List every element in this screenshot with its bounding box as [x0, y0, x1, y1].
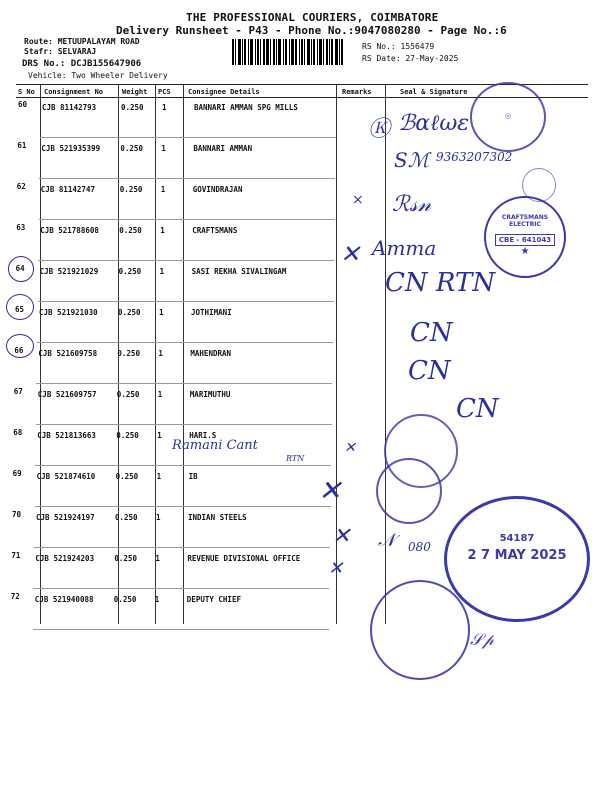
- signature: Sℳ: [394, 148, 430, 172]
- remarks-cross: ✕: [340, 240, 361, 268]
- row-divider: [33, 629, 329, 630]
- row-sno: 69: [12, 469, 22, 478]
- table-row: [0, 302, 600, 343]
- col-pcs: PCS: [158, 88, 171, 96]
- row-consignment: CJB 521921029: [39, 267, 99, 276]
- row-weight: 0.250: [119, 185, 143, 194]
- row-pcs: 1: [161, 144, 166, 153]
- rs-date: RS Date: 27-May-2025: [362, 54, 459, 63]
- row-sno: 63: [16, 223, 26, 232]
- remarks-cross: ✕: [332, 524, 351, 549]
- row-weight: 0.250: [120, 144, 143, 153]
- signature: ℬαℓωε: [398, 111, 470, 136]
- handwritten-circle: [6, 294, 34, 320]
- row-consignee: BANNARI AMMAN SPG MILLS: [194, 103, 298, 112]
- row-consignee: HARI.S: [189, 431, 217, 440]
- seal-stamp: [522, 168, 556, 202]
- row-weight: 0.250: [118, 308, 141, 317]
- row-sno: 60: [18, 100, 28, 109]
- star-icon: ★: [520, 246, 530, 257]
- row-consignee: REVENUE DIVISIONAL OFFICE: [187, 554, 301, 563]
- row-weight: 0.250: [113, 595, 137, 604]
- row-weight: 0.250: [115, 513, 138, 522]
- table-row: [0, 343, 600, 384]
- handwritten-cn: CN: [456, 394, 499, 424]
- row-consignee: GOVINDRAJAN: [192, 185, 243, 194]
- handwritten-phone: 9363207302: [436, 150, 513, 164]
- row-weight: 0.250: [114, 554, 137, 563]
- remarks-cross: ×: [352, 192, 364, 208]
- table-row: [0, 384, 600, 425]
- row-consignee: MAHENDRAN: [190, 349, 232, 358]
- craftsmans-code: CBE - 641043: [495, 234, 555, 246]
- handwritten-ramani: Ramani Cant: [172, 438, 258, 453]
- handwritten-number: 080: [408, 540, 431, 554]
- row-weight: 0.250: [116, 431, 139, 440]
- seal-stamp: ◎: [470, 82, 546, 152]
- row-sno: 67: [13, 387, 23, 396]
- craftsmans-name: CRAFTSMANS ELECTRIC: [501, 214, 549, 228]
- row-pcs: 1: [159, 308, 164, 317]
- col-seal: Seal & Signature: [400, 88, 468, 96]
- row-pcs: 1: [156, 513, 161, 522]
- col-weight: Weight: [122, 88, 148, 96]
- row-sno: 62: [16, 182, 26, 191]
- row-sno: 70: [12, 510, 22, 519]
- row-pcs: 1: [160, 226, 165, 235]
- row-consignment: CJB 521874610: [36, 472, 96, 481]
- row-consignment: CJB 521924203: [35, 554, 95, 563]
- row-sno: 72: [10, 592, 20, 601]
- row-consignee: BANNARI AMMAN: [193, 144, 253, 153]
- row-consignee: DEPUTY CHIEF: [186, 595, 241, 604]
- date-stamp-date: 2 7 MAY 2025: [467, 548, 567, 563]
- row-consignment: CJB 521813663: [37, 431, 96, 440]
- seal-stamp: [370, 580, 470, 680]
- row-sno: 68: [13, 428, 23, 437]
- row-consignment: CJB 521609758: [38, 349, 98, 358]
- row-sno: 66: [14, 346, 24, 355]
- signature: ℛ𝓈𝓃: [392, 192, 432, 217]
- handwritten-rtn: RTN: [286, 454, 305, 463]
- row-weight: 0.250: [117, 349, 140, 358]
- barcode: [232, 39, 360, 65]
- row-weight: 0.250: [116, 390, 140, 399]
- row-pcs: 1: [154, 595, 160, 604]
- handwritten-cn: CN: [408, 356, 451, 386]
- row-consignment: CJB 81142747: [40, 185, 95, 194]
- row-consignment: CJB 521609757: [37, 390, 97, 399]
- row-consignment: CJB 521924197: [36, 513, 95, 522]
- vehicle-label: Vehicle: Two Wheeler Delivery: [28, 71, 168, 80]
- row-consignee: CRAFTSMANS: [192, 226, 238, 235]
- row-pcs: 1: [156, 472, 162, 481]
- signature: 𝒩: [378, 530, 396, 551]
- row-consignment: CJB 521935399: [41, 144, 101, 153]
- col-consignment: Consignment No: [44, 88, 104, 96]
- row-weight: 0.250: [115, 472, 139, 481]
- handwritten-cn-rtn: CN RTN: [385, 268, 496, 298]
- row-sno: 64: [15, 264, 25, 273]
- row-sno: 71: [11, 551, 21, 560]
- row-weight: 0.250: [118, 267, 142, 276]
- remarks-cross: ✕: [318, 474, 342, 507]
- row-consignment: CJB 521940088: [34, 595, 94, 604]
- seal-stamp: [376, 458, 442, 524]
- handwritten-amma: Amma: [372, 236, 437, 260]
- row-pcs: 1: [157, 390, 163, 399]
- date-stamp-number: 54187: [499, 533, 535, 544]
- col-sno: S No: [18, 88, 35, 96]
- date-stamp: [444, 496, 590, 622]
- row-pcs: 1: [159, 267, 165, 276]
- row-weight: 0.250: [119, 226, 142, 235]
- row-pcs: 1: [162, 103, 167, 112]
- remarks-cross: ✕: [344, 440, 356, 456]
- route-label: Route: METUUPALAYAM ROAD: [24, 37, 140, 46]
- row-consignment: CJB 521921030: [39, 308, 98, 317]
- col-remarks: Remarks: [342, 88, 372, 96]
- rs-number: RS No.: 1556479: [362, 42, 435, 51]
- craftsmans-stamp: [484, 196, 566, 278]
- remarks-cross: ✕: [328, 558, 344, 579]
- row-pcs: 1: [158, 349, 163, 358]
- handwritten-circle: [6, 334, 34, 358]
- row-pcs: 1: [155, 554, 160, 563]
- signature: 𝒮𝓅: [470, 630, 494, 649]
- row-consignee: SASI REKHA SIVALINGAM: [191, 267, 287, 276]
- row-consignment: CJB 81142793: [42, 103, 97, 112]
- row-consignee: JOTHIMANI: [191, 308, 232, 317]
- drs-number: DRS No.: DCJB155647906: [22, 59, 142, 69]
- handwritten-circle: [8, 256, 34, 282]
- row-pcs: 1: [157, 431, 162, 440]
- row-sno: 61: [17, 141, 27, 150]
- row-consignment: CJB 521788608: [40, 226, 99, 235]
- row-sno: 65: [15, 305, 25, 314]
- runsheet-title: Delivery Runsheet - P43 - Phone No.:9047080280 - Page No.:6: [116, 24, 507, 37]
- row-pcs: 1: [160, 185, 166, 194]
- company-title: THE PROFESSIONAL COURIERS, COIMBATORE: [186, 11, 439, 24]
- row-consignee: INDIAN STEELS: [188, 513, 247, 522]
- row-consignee: IB: [188, 472, 198, 481]
- col-consignee: Consignee Details: [188, 88, 260, 96]
- handwritten-cn: CN: [410, 318, 453, 348]
- row-consignee: MARIMUTHU: [189, 390, 231, 399]
- row-weight: 0.250: [121, 103, 144, 112]
- signature: Ⓚ: [368, 117, 391, 142]
- staff-label: Stafr: SELVARAJ: [24, 47, 97, 56]
